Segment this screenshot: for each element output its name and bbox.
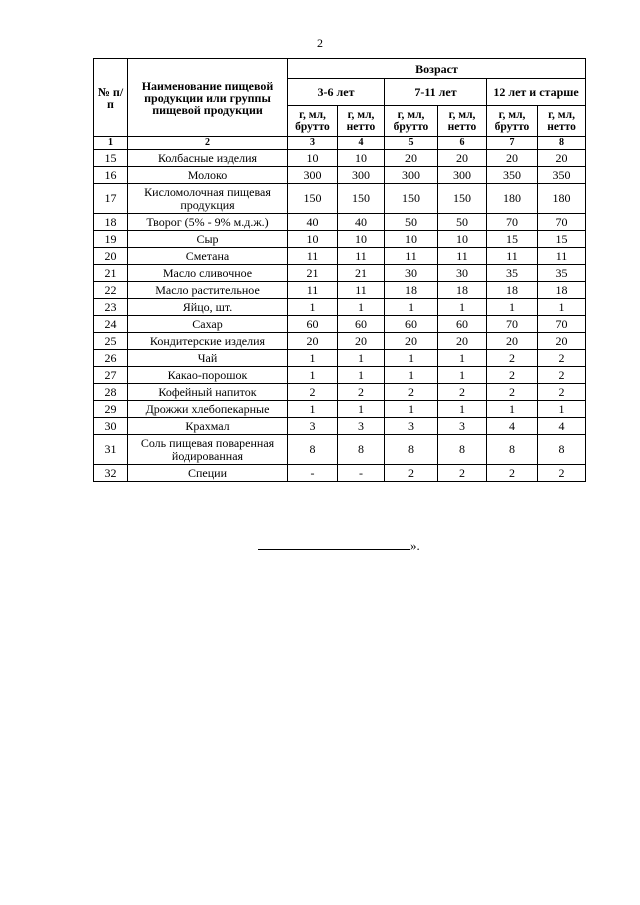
row-value: 1 — [385, 401, 438, 418]
header-unit: г, мл, брутто — [487, 106, 538, 137]
row-value: 1 — [338, 299, 385, 316]
row-value: 150 — [288, 184, 338, 214]
row-value: 11 — [288, 248, 338, 265]
row-value: 11 — [487, 248, 538, 265]
closing-mark — [258, 537, 420, 554]
column-number: 6 — [438, 137, 487, 150]
row-value: 20 — [487, 333, 538, 350]
row-value: 2 — [385, 384, 438, 401]
row-value: 1 — [385, 367, 438, 384]
table-row — [94, 150, 586, 167]
row-value: 20 — [385, 333, 438, 350]
row-value: 18 — [438, 282, 487, 299]
row-value: 1 — [288, 299, 338, 316]
product-name: Сметана — [128, 248, 288, 265]
product-name: Чай — [128, 350, 288, 367]
row-value: 70 — [538, 316, 586, 333]
row-value: 11 — [288, 282, 338, 299]
row-value: 2 — [438, 465, 487, 482]
product-name: Какао-порошок — [128, 367, 288, 384]
row-number: 26 — [94, 350, 128, 367]
product-name: Яйцо, шт. — [128, 299, 288, 316]
row-value: 18 — [538, 282, 586, 299]
row-value: 2 — [538, 384, 586, 401]
row-value: 60 — [438, 316, 487, 333]
row-value: 1 — [338, 350, 385, 367]
page-number: 2 — [317, 36, 323, 50]
row-value: 1 — [288, 401, 338, 418]
row-value: 10 — [288, 231, 338, 248]
row-value: 3 — [288, 418, 338, 435]
row-value: 1 — [538, 401, 586, 418]
row-value: - — [338, 465, 385, 482]
product-name: Масло растительное — [128, 282, 288, 299]
table-row — [94, 167, 586, 184]
row-value: 18 — [487, 282, 538, 299]
row-value: 2 — [438, 384, 487, 401]
header-name: Наименование пищевой продукции или группы пищевой продукции — [128, 59, 288, 137]
row-value: 2 — [538, 367, 586, 384]
row-number: 17 — [94, 184, 128, 214]
row-value: 60 — [288, 316, 338, 333]
row-value: 30 — [438, 265, 487, 282]
product-name: Кофейный напиток — [128, 384, 288, 401]
row-value: 4 — [487, 418, 538, 435]
row-value: 300 — [288, 167, 338, 184]
table-row — [94, 401, 586, 418]
row-value: 2 — [538, 465, 586, 482]
row-number: 28 — [94, 384, 128, 401]
table-row — [94, 435, 586, 465]
table-row — [94, 316, 586, 333]
row-value: 40 — [338, 214, 385, 231]
column-number: 4 — [338, 137, 385, 150]
table-row — [94, 350, 586, 367]
row-value: 15 — [538, 231, 586, 248]
row-value: 11 — [338, 248, 385, 265]
row-value: 1 — [338, 367, 385, 384]
row-number: 29 — [94, 401, 128, 418]
product-name: Сыр — [128, 231, 288, 248]
column-number: 8 — [538, 137, 586, 150]
row-value: 150 — [438, 184, 487, 214]
header-num: № п/п — [94, 59, 128, 137]
row-number: 16 — [94, 167, 128, 184]
row-value: 10 — [288, 150, 338, 167]
row-value: 8 — [487, 435, 538, 465]
row-value: 2 — [338, 384, 385, 401]
table-row — [94, 184, 586, 214]
row-value: 1 — [538, 299, 586, 316]
row-value: 30 — [385, 265, 438, 282]
product-name: Соль пищевая поваренная йодированная — [128, 435, 288, 465]
table-row — [94, 231, 586, 248]
row-value: 70 — [487, 316, 538, 333]
header-unit: г, мл, брутто — [288, 106, 338, 137]
product-name: Молоко — [128, 167, 288, 184]
product-name: Кондитерские изделия — [128, 333, 288, 350]
product-name: Колбасные изделия — [128, 150, 288, 167]
row-value: 300 — [338, 167, 385, 184]
header-group-7-11: 7-11 лет — [385, 79, 487, 106]
row-number: 31 — [94, 435, 128, 465]
signature-line — [258, 537, 410, 550]
row-number: 30 — [94, 418, 128, 435]
table-row — [94, 333, 586, 350]
row-value: 20 — [538, 150, 586, 167]
row-value: 350 — [538, 167, 586, 184]
column-number: 2 — [128, 137, 288, 150]
row-value: 1 — [438, 401, 487, 418]
header-group-3-6: 3-6 лет — [288, 79, 385, 106]
table-row — [94, 367, 586, 384]
header-unit: г, мл, нетто — [538, 106, 586, 137]
row-number: 24 — [94, 316, 128, 333]
row-value: 1 — [338, 401, 385, 418]
row-value: 3 — [338, 418, 385, 435]
row-value: 1 — [385, 350, 438, 367]
product-name: Специи — [128, 465, 288, 482]
row-value: 50 — [385, 214, 438, 231]
row-value: 21 — [288, 265, 338, 282]
row-value: 50 — [438, 214, 487, 231]
row-value: 10 — [438, 231, 487, 248]
row-value: 20 — [438, 333, 487, 350]
row-value: 350 — [487, 167, 538, 184]
row-value: 2 — [487, 465, 538, 482]
column-number: 7 — [487, 137, 538, 150]
row-number: 15 — [94, 150, 128, 167]
row-value: 10 — [338, 150, 385, 167]
row-value: 1 — [288, 350, 338, 367]
product-name: Масло сливочное — [128, 265, 288, 282]
row-value: 8 — [385, 435, 438, 465]
row-value: 3 — [385, 418, 438, 435]
row-value: 11 — [385, 248, 438, 265]
row-number: 19 — [94, 231, 128, 248]
table-row — [94, 418, 586, 435]
row-value: 1 — [487, 401, 538, 418]
row-value: 35 — [487, 265, 538, 282]
row-number: 20 — [94, 248, 128, 265]
row-number: 22 — [94, 282, 128, 299]
column-number: 3 — [288, 137, 338, 150]
row-value: 20 — [438, 150, 487, 167]
food-norms-table — [93, 58, 586, 482]
closing-quote: ». — [410, 538, 420, 553]
row-value: 70 — [487, 214, 538, 231]
product-name: Сахар — [128, 316, 288, 333]
row-value: 20 — [288, 333, 338, 350]
row-value: 11 — [538, 248, 586, 265]
row-number: 27 — [94, 367, 128, 384]
header-age: Возраст — [288, 59, 586, 79]
table-row — [94, 265, 586, 282]
row-value: 2 — [487, 350, 538, 367]
row-value: 1 — [438, 299, 487, 316]
row-value: 1 — [438, 350, 487, 367]
row-number: 32 — [94, 465, 128, 482]
product-name: Кисломолочная пищевая продукция — [128, 184, 288, 214]
row-value: 1 — [288, 367, 338, 384]
row-value: 20 — [538, 333, 586, 350]
row-value: 20 — [338, 333, 385, 350]
row-value: 2 — [487, 367, 538, 384]
row-value: 150 — [385, 184, 438, 214]
row-value: 1 — [487, 299, 538, 316]
row-value: 4 — [538, 418, 586, 435]
row-value: 180 — [538, 184, 586, 214]
row-value: 1 — [385, 299, 438, 316]
row-value: 180 — [487, 184, 538, 214]
column-number: 5 — [385, 137, 438, 150]
row-value: 70 — [538, 214, 586, 231]
row-value: 2 — [538, 350, 586, 367]
header-unit: г, мл, брутто — [385, 106, 438, 137]
row-value: 21 — [338, 265, 385, 282]
row-value: 1 — [438, 367, 487, 384]
product-name: Крахмал — [128, 418, 288, 435]
row-value: 10 — [385, 231, 438, 248]
header-unit: г, мл, нетто — [438, 106, 487, 137]
table-row — [94, 384, 586, 401]
row-value: 150 — [338, 184, 385, 214]
row-value: 40 — [288, 214, 338, 231]
row-value: 2 — [288, 384, 338, 401]
table-row — [94, 248, 586, 265]
row-number: 21 — [94, 265, 128, 282]
row-value: - — [288, 465, 338, 482]
row-value: 35 — [538, 265, 586, 282]
row-value: 2 — [487, 384, 538, 401]
row-value: 10 — [338, 231, 385, 248]
row-value: 20 — [385, 150, 438, 167]
row-value: 2 — [385, 465, 438, 482]
row-number: 25 — [94, 333, 128, 350]
row-number: 23 — [94, 299, 128, 316]
row-value: 8 — [288, 435, 338, 465]
header-group-12-plus: 12 лет и старше — [487, 79, 586, 106]
row-value: 11 — [438, 248, 487, 265]
row-value: 8 — [538, 435, 586, 465]
row-value: 20 — [487, 150, 538, 167]
row-value: 3 — [438, 418, 487, 435]
product-name: Творог (5% - 9% м.д.ж.) — [128, 214, 288, 231]
table-row — [94, 214, 586, 231]
table-row — [94, 465, 586, 482]
row-value: 15 — [487, 231, 538, 248]
table-row — [94, 299, 586, 316]
header-unit: г, мл, нетто — [338, 106, 385, 137]
row-value: 300 — [385, 167, 438, 184]
column-number: 1 — [94, 137, 128, 150]
row-value: 18 — [385, 282, 438, 299]
row-number: 18 — [94, 214, 128, 231]
row-value: 300 — [438, 167, 487, 184]
product-name: Дрожжи хлебопекарные — [128, 401, 288, 418]
row-value: 8 — [438, 435, 487, 465]
row-value: 60 — [385, 316, 438, 333]
row-value: 11 — [338, 282, 385, 299]
table-row — [94, 282, 586, 299]
row-value: 60 — [338, 316, 385, 333]
row-value: 8 — [338, 435, 385, 465]
